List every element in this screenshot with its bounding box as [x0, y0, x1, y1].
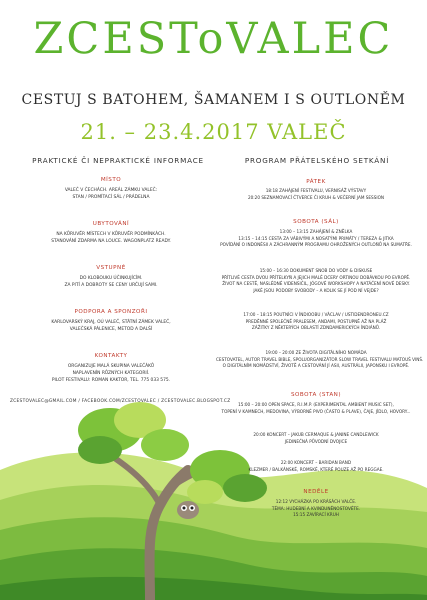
contacts-line[interactable]: ZCESTOVALEC@GMAIL.COM / FACEBOOK.COM/ZCESTOVALEC / ZCESTOVALEC.BLOGSPOT.CZ	[10, 399, 231, 404]
podpora-label: PODPORA A SPONZOŘI	[74, 309, 148, 315]
ubytovani-text: NA KŮRUVĚR MÍSTECH V KŮRUVĚR PODMÍNKÁCH. STANOVÁNÍ ZDARMA NA LOUCE. WAGONPLATZ READY.	[51, 232, 171, 245]
program-heading: PROGRAM PŘÁTELSKÉHO SETKÁNÍ	[244, 156, 390, 165]
festival-dates: 21. – 23.4.2017 VALEČ	[80, 120, 347, 144]
patek-label: PÁTEK	[306, 179, 326, 185]
sobota-stan-label: SOBOTA (STAN)	[290, 392, 342, 398]
nedele-label: NEDĚLE	[303, 489, 329, 495]
vstupne-label: VSTUPNÉ	[96, 265, 126, 271]
vstupne-text: DO KLOBOUKU ÚČINKUJÍCÍM. ZA PITÍ A DOBROTY SE CENY URČUJÍ SAMI.	[64, 276, 158, 289]
ubytovani-label: UBYTOVÁNÍ	[92, 221, 130, 227]
block-koncert-2: 22:00 KONCERT – BARIDAN BAND KLEZMER / BALKÁNSKÉ, ROMSKÉ, KTERÉ POUZE AŽ PO REGGAE.	[248, 460, 384, 472]
festival-title: ZCESToVALEC	[33, 14, 394, 64]
sobota-sal-label: SOBOTA (SÁL)	[293, 219, 339, 225]
misto-label: MÍSTO	[100, 177, 122, 183]
sobota-stan-text: 15:00 – 20:00 OPEN SPACE, R.I.M.P. (EXPERIMENTAL AMBIENT MUSIC SET), TOPENÍ V KAMNECH, MEDOVINA, VÝBORNÉ PIVO (ČASTO & PLAVE), ČAJE, JÍDLO, HOVORY...	[221, 402, 411, 414]
festival-subtitle: CESTUJ S BATOHEM, ŠAMANEM I S OUTLONĚM	[21, 92, 406, 108]
block-nomad: 19:00 – 20:00 ZE ŽIVOTA DIGITÁLNÍHO NOMÁDA CESTOVATEL, AUTOR TRAVEL BIBLE, SPOLUORGANIZÁTOR SLOW TRAVEL FESTIVALU MATOUŠ VINŠ. O DIGITÁLNÍM NOMÁDSTVÍ, ŽIVOTĚ A CESTOVÁNÍ JÍ ASII, AUSTRÁLII, JAPONSKU I EVROPĚ.	[216, 350, 424, 369]
kontakty-text: ORGANIZUJE MALÁ SKUPINA VALEČÁKŮ NAPLAVENÍN RŮZNÝCH KATEGORIÍ. PILOT FESTIVALU: ROMAN KAKTOR, TEL. 775 033 575.	[51, 364, 171, 384]
patek-text: 18:18 ZAHÁJENÍ FESTIVALU, VERNISÁŽ VÝSTAVY 20:20 SEZNAMOVACÍ ČTVERCE ČI KRUH & VEČERNÍ JAM SESSION	[247, 188, 385, 200]
sobota-sal-text: 13:00 – 13:15 ZAHÁJENÍ & ZNĚLKA 13:15 – 14:15 CESTA ZA VÁBIVÝMI A NOSATÝMI PRIMÁTY / TEREZA & JITKA POVÍDÁNÍ O INDONÉSII A ZÁCHRANNÝM PROGRAMU OHROŽENÝCH OUTLOŇŮ NA SUMATŘE.	[220, 229, 412, 248]
misto-text: VALEČ V ČECHÁCH. AREÁL ZÁMKU VALEČ: STAN / PROMÍTACÍ SÁL / PRÁDELNA	[64, 188, 158, 201]
podpora-text: KARLOVARSKÝ KRAJ, OÚ VALEČ, STÁTNÍ ZÁMEK VALEČ, VALEČSKÁ PÁLENICE, METOD A DALŠÍ	[51, 320, 171, 333]
block-poutnici: 17:00 – 18:15 POUTNÍCI V ÍNDIOOBU / VÁCLAV / USTIDENDRONEU.CZ PREDĚNNÉ SPOLEČNĚ PRALESEM, ANDAMI, POSTUPNĚ AŽ NA PLÁŽ ZÁŽITKY Z NĚKTERÝCH OBLASTÍ ZDNDAMERICKÝCH ÍNDIÁNŮ.	[243, 312, 389, 331]
block-koncert-1: 20:00 KONCERT – JAKUB CERMAQUE & JANINE CANDLEWICK JEDINEČNÁ PŮVODNÍ DVOJICE	[253, 432, 379, 444]
info-heading: PRAKTICKÉ ČI NEPRAKTICKÉ INFORMACE	[32, 156, 204, 165]
kontakty-label: KONTAKTY	[94, 353, 128, 359]
nedele-text: 12:12 VYCHÁZKA PO KRÁSÁCH VALČE. TÉMA: HUDEBNÍ A KVINDUNĚNOSTOVÉTE. 15:15 ZAVÍRACÍ KRUH	[271, 499, 361, 518]
block-dokument: 15:00 – 16:30 DOKUMENT SNOB DO VODY & DISKUSE PŘÍTLIVÉ CESTA DVOU PŘÍTELKYŇ A JEJICH MALÉ DCERY ORTINOU DOBÁVKOU PO EVROPĚ. ŽIVOT NA CESTĚ, NASLÉDNÉ VIDENSIČIL, JÓGOVÉ WORKSHOPY A NATÁČENÍ NOVÉ DESKY. JAKÉ JSOU PODOBY SVOBODY – A KOLIK SE JÍ POD NÍ VEJDE?	[221, 268, 411, 293]
